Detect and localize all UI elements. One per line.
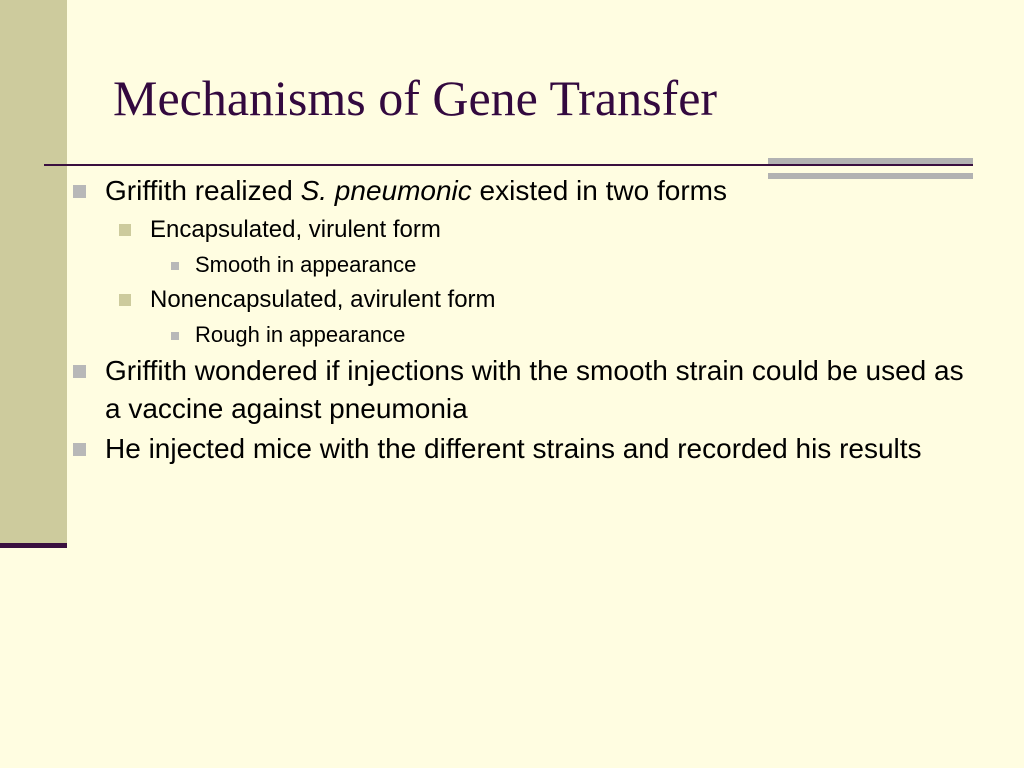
species-name: S. pneumonic <box>300 175 472 206</box>
square-bullet-icon <box>171 262 179 270</box>
square-bullet-icon <box>119 224 131 236</box>
left-decorative-band <box>0 0 67 543</box>
bullet-level-2 <box>70 213 970 247</box>
bullet-text: Griffith wondered if injections with the smooth strain could be used as a vaccine against pneumonia <box>105 355 964 424</box>
bullet-level-1 <box>70 352 970 428</box>
square-bullet-icon <box>73 443 86 456</box>
bullet-level-1 <box>70 172 970 210</box>
bullet-text-post: existed in two forms <box>471 175 727 206</box>
bullet-text: Nonencapsulated, avirulent form <box>150 286 496 313</box>
slide-body <box>70 172 970 470</box>
slide-title: Mechanisms of Gene Transfer <box>113 70 718 126</box>
accent-bar-top <box>768 158 973 164</box>
square-bullet-icon <box>119 294 131 306</box>
square-bullet-icon <box>171 332 179 340</box>
bullet-text-pre: Griffith realized <box>105 175 301 206</box>
bullet-level-3 <box>70 320 970 350</box>
bullet-level-1 <box>70 430 970 468</box>
bullet-text: He injected mice with the different strains and recorded his results <box>105 433 922 464</box>
bullet-level-3 <box>70 250 970 280</box>
square-bullet-icon <box>73 365 86 378</box>
bullet-text: Encapsulated, virulent form <box>150 216 441 243</box>
bullet-text: Rough in appearance <box>195 322 406 347</box>
square-bullet-icon <box>73 185 86 198</box>
bullet-text: Smooth in appearance <box>195 252 417 277</box>
left-band-rule <box>0 543 67 548</box>
bullet-level-2 <box>70 283 970 317</box>
